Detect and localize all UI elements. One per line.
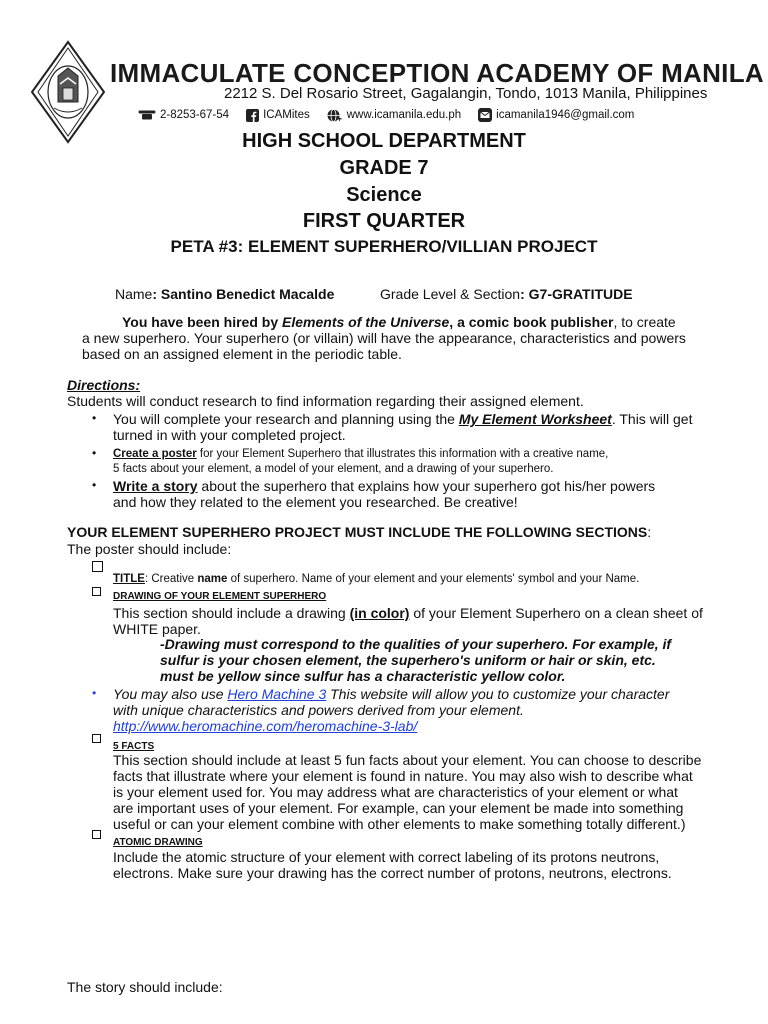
phone-icon (138, 110, 156, 120)
facts-heading: 5 FACTS (113, 741, 155, 752)
direction-poster: Create a poster for your Element Superhero that illustrates this information with a creative name, (113, 448, 609, 460)
sections-heading: YOUR ELEMENT SUPERHERO PROJECT MUST INCLUDE THE FOLLOWING SECTIONS: (67, 524, 652, 540)
school-seal-logo (30, 40, 106, 144)
drawing-note-1: -Drawing must correspond to the qualities of your superhero. For example, if (160, 636, 672, 652)
student-name-row (115, 286, 334, 303)
checkbox-atomic[interactable] (92, 830, 101, 839)
direction-story-cont: and how they related to the element you researched. Be creative! (113, 494, 518, 510)
intro-line-1: You have been hired by Elements of the Universe, a comic book publisher, to create (122, 314, 676, 330)
school-name: IMMACULATE CONCEPTION ACADEMY OF MANILA (110, 58, 764, 88)
drawing-line-1: This section should include a drawing (in color) of your Element Superhero on a clean sheet of (113, 605, 703, 621)
directions-heading: Directions: (67, 377, 141, 393)
direction-worksheet-cont: turned in with your completed project. (113, 427, 346, 443)
drawing-line-2: WHITE paper. (113, 621, 201, 637)
heromachine-line-2: with unique characteristics and powers derived from your element. (113, 702, 524, 718)
checkbox-facts[interactable] (92, 734, 101, 743)
bullet-heromachine: • (92, 686, 97, 700)
contact-website: www.icamanila.edu.ph (327, 109, 461, 122)
poster-intro: The poster should include: (67, 541, 232, 557)
facts-line-1: This section should include at least 5 fun facts about your element. You can choose to describe (113, 752, 702, 768)
heromachine-link[interactable]: Hero Machine 3 (227, 686, 327, 702)
checkbox-drawing[interactable] (92, 587, 101, 596)
bullet-3: • (92, 478, 97, 492)
facebook-icon (246, 109, 259, 122)
department-title: HIGH SCHOOL DEPARTMENT (242, 130, 526, 152)
drawing-note-3: must be yellow since sulfur has a characteristic yellow color. (160, 668, 566, 684)
contact-email: icamanila1946@gmail.com (478, 108, 634, 122)
direction-poster-cont: 5 facts about your element, a model of your element, and a drawing of your superhero. (113, 463, 554, 475)
atomic-heading: ATOMIC DRAWING (113, 837, 203, 848)
project-title: PETA #3: ELEMENT SUPERHERO/VILLIAN PROJECT (170, 237, 598, 256)
facts-line-5: useful or can your element combine with other elements to make something totally different.) (113, 816, 686, 832)
directions-line: Students will conduct research to find information regarding their assigned element. (67, 393, 584, 409)
heromachine-url-link[interactable]: http://www.heromachine.com/heromachine-3-lab/ (113, 718, 418, 734)
student-section-row (380, 286, 633, 303)
facts-line-4: are important uses of your element. For example, can your element be made into something (113, 800, 684, 816)
contact-facebook: ICAMites (246, 109, 310, 122)
grade-title: GRADE 7 (339, 157, 429, 179)
facts-line-2: facts that illustrate where your element is found in nature. You may also wish to describe what (113, 768, 693, 784)
bullet-1: • (92, 411, 97, 425)
checkbox-title[interactable] (92, 561, 103, 572)
bullet-2: • (92, 446, 97, 460)
name-value: : Santino Benedict Macalde (152, 286, 335, 302)
direction-worksheet: You will complete your research and planning using the My Element Worksheet. This will get (113, 411, 693, 427)
atomic-line-2: electrons. Make sure your drawing has the correct number of protons, neutrons, electrons. (113, 865, 672, 881)
drawing-heading: DRAWING OF YOUR ELEMENT SUPERHERO (113, 591, 327, 602)
story-intro: The story should include: (67, 979, 223, 995)
subject-title: Science (346, 184, 422, 206)
drawing-note-2: sulfur is your chosen element, the superhero's uniform or hair or skin, etc. (160, 652, 656, 668)
heromachine-url-line (113, 718, 417, 735)
intro-line-3: based on an assigned element in the periodic table. (82, 346, 402, 362)
globe-icon (327, 109, 343, 122)
contact-phone: 2-8253-67-54 (138, 109, 229, 121)
section-value: : G7-GRATITUDE (520, 286, 633, 302)
contact-bar (138, 108, 651, 122)
atomic-line-1: Include the atomic structure of your element with correct labeling of its protons neutrons, (113, 849, 660, 865)
school-address: 2212 S. Del Rosario Street, Gagalangin, Tondo, 1013 Manila, Philippines (224, 85, 708, 102)
name-label: Name (115, 286, 153, 302)
quarter-title: FIRST QUARTER (302, 210, 466, 232)
facts-line-3: is your element used for. You may address what are characteristics of your element or what (113, 784, 678, 800)
direction-story: Write a story about the superhero that explains how your superhero got his/her powers (113, 478, 656, 494)
intro-line-2: a new superhero. Your superhero (or villain) will have the appearance, characteristics and powers (82, 330, 686, 346)
heromachine-line-1: You may also use Hero Machine 3 This website will allow you to customize your character (113, 686, 670, 702)
title-item: TITLE: Creative name of superhero. Name of your element and your elements' symbol and your Name. (113, 573, 640, 585)
section-label: Grade Level & Section (380, 286, 521, 302)
email-icon (478, 108, 492, 122)
